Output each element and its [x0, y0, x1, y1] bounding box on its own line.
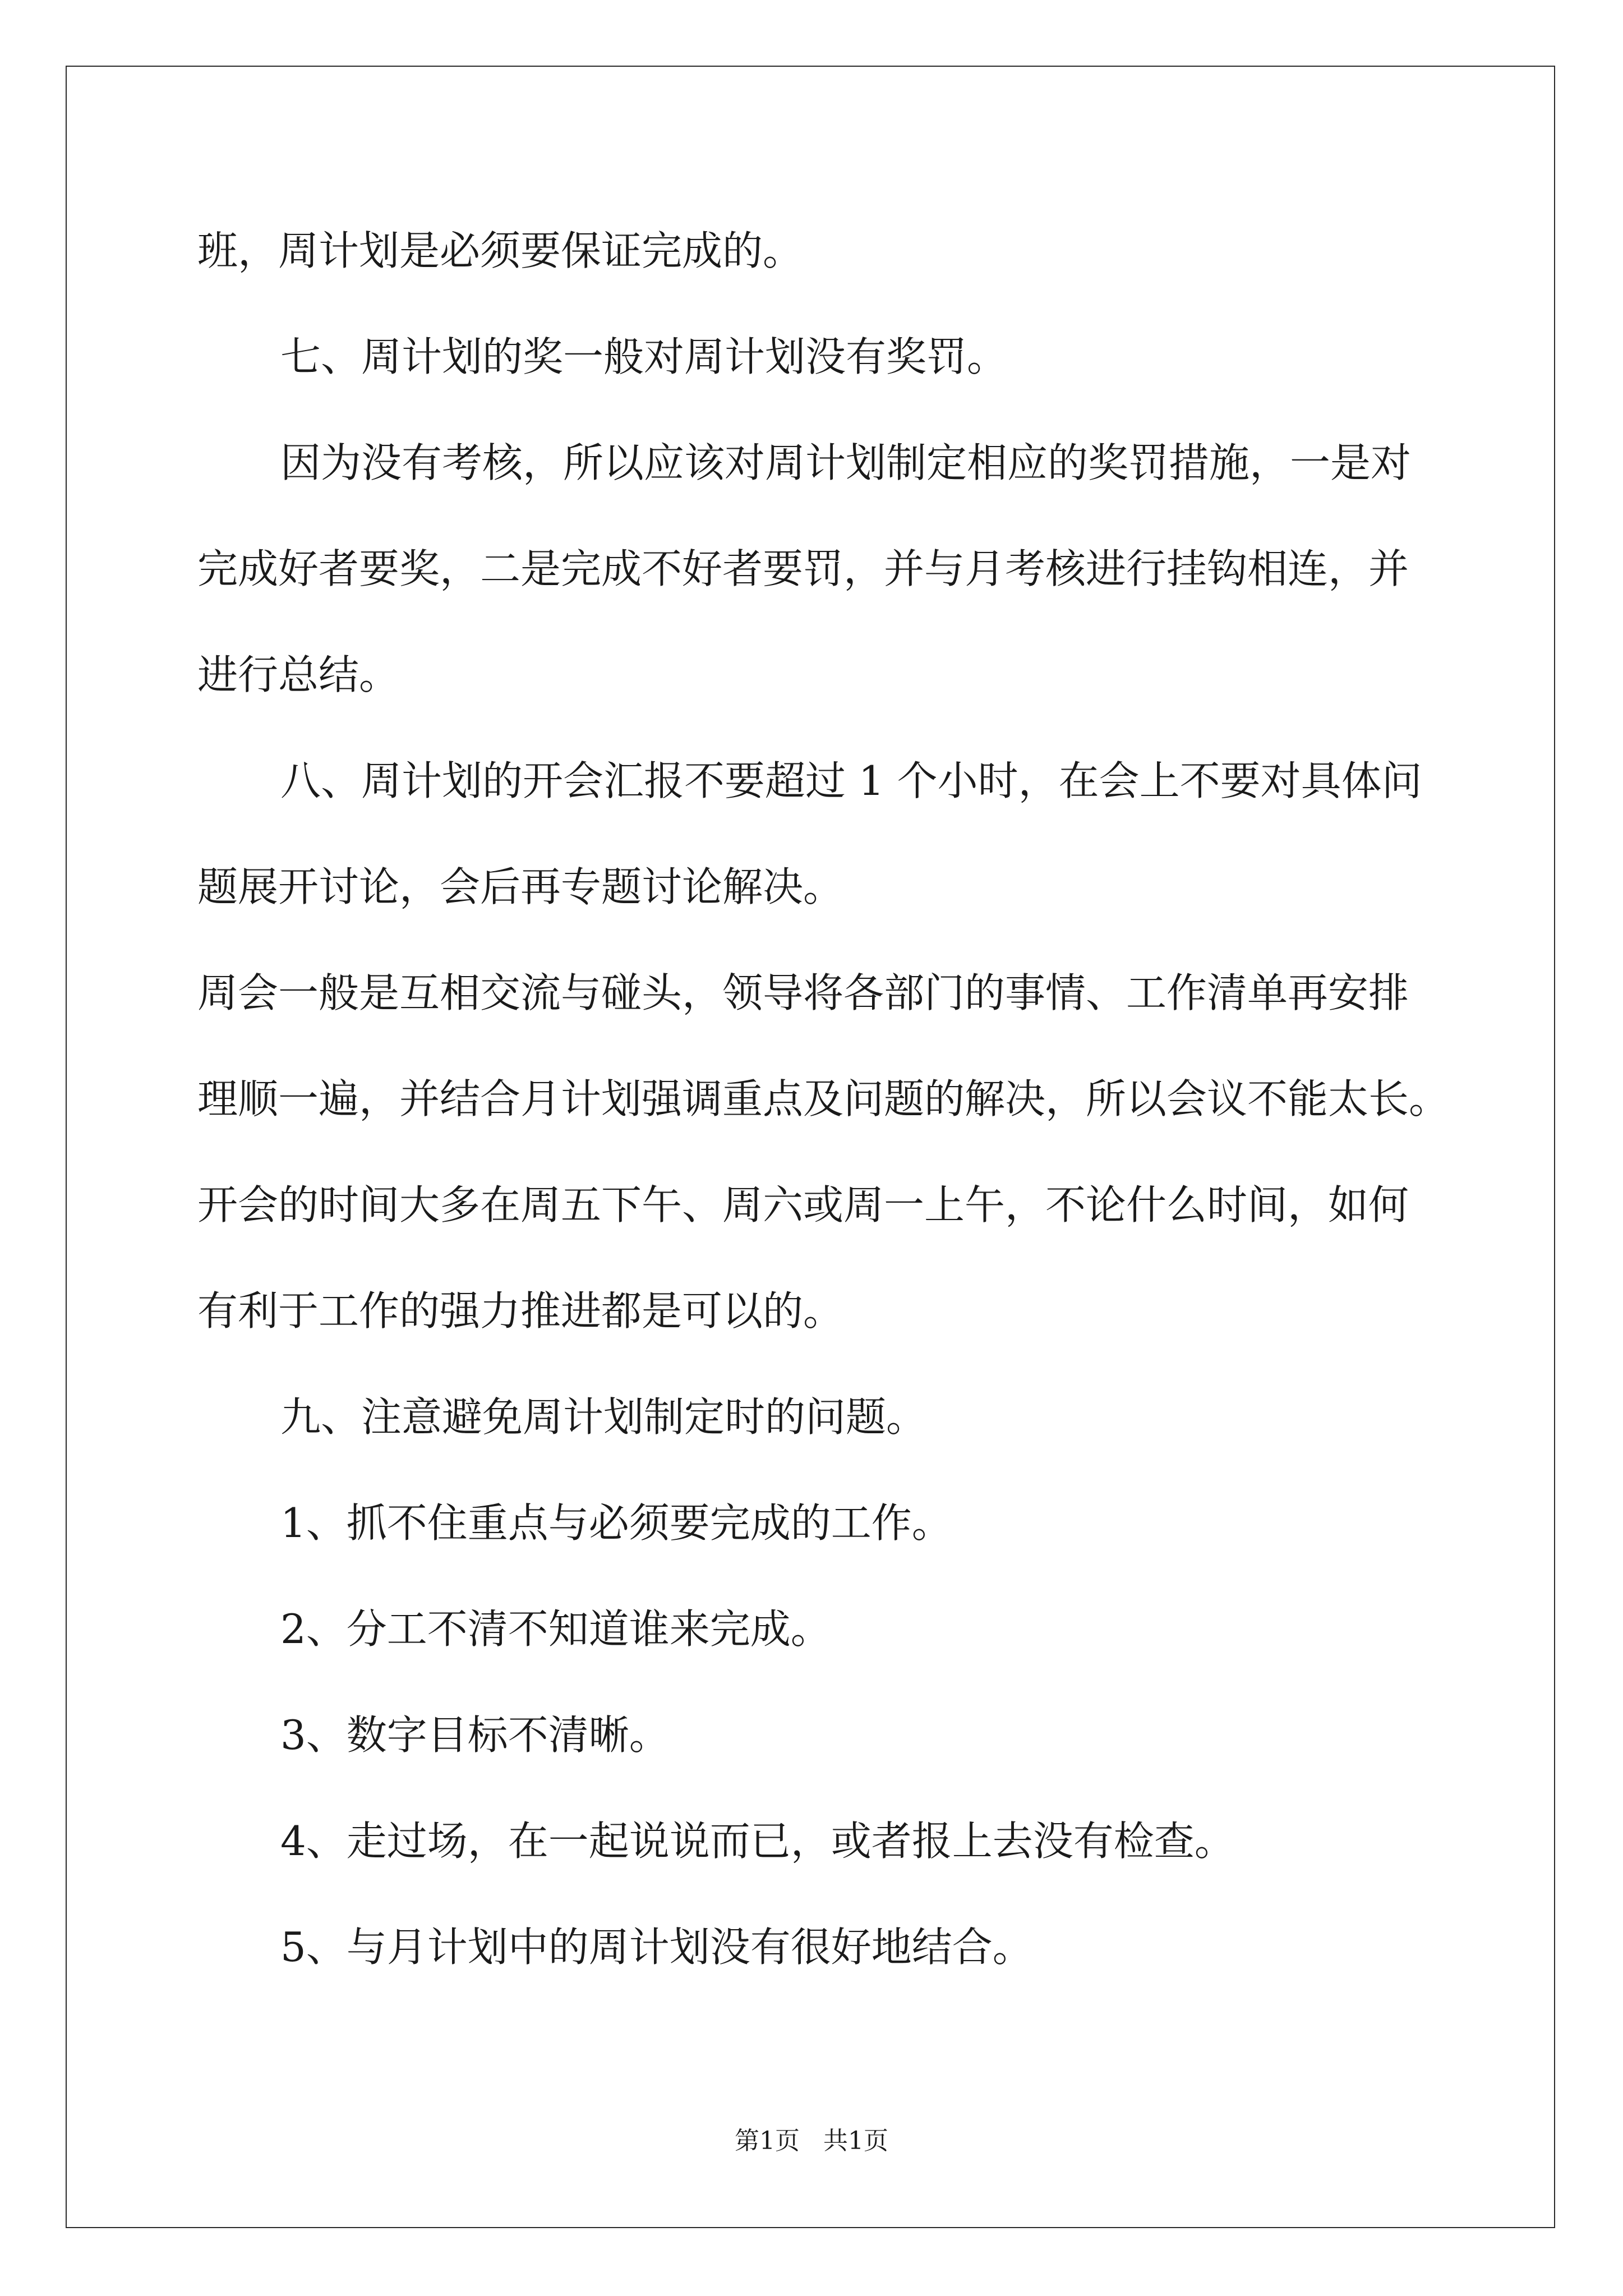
text-line: 理顺一遍，并结合月计划强调重点及问题的解决，所以会议不能太长。 [197, 1075, 1450, 1122]
paragraph-section-9 [197, 1364, 1532, 1470]
list-item [197, 1894, 1532, 2000]
text-line: 2、分工不清不知道谁来完成。 [280, 1605, 831, 1653]
text-line: 班，周计划是必须要保证完成的。 [197, 227, 804, 274]
paragraph [197, 198, 1532, 304]
text-line: 3、数字目标不清晰。 [280, 1711, 670, 1759]
text-line: 题展开讨论，会后再专题讨论解决。 [197, 863, 844, 910]
text-line: 因为没有考核，所以应该对周计划制定相应的奖罚措施，一是对 [280, 439, 1412, 486]
list-item [197, 1788, 1532, 1894]
page-number-footer: 第1页 共1页 [735, 2127, 888, 2155]
paragraph [197, 940, 1532, 1152]
text-line: 1、抓不住重点与必须要完成的工作。 [280, 1499, 952, 1547]
text-line: 有利于工作的强力推进都是可以的。 [197, 1287, 844, 1335]
paragraph-section-8 [197, 728, 1532, 940]
list-item [197, 1682, 1532, 1788]
document-body [197, 198, 1532, 2000]
text-line: 完成好者要奖，二是完成不好者要罚，并与月考核进行挂钩相连，并 [197, 545, 1409, 592]
paragraph [197, 1152, 1532, 1364]
list-item [197, 1470, 1532, 1576]
list-item [197, 1576, 1532, 1682]
text-line: 周会一般是互相交流与碰头，领导将各部门的事情、工作清单再安排 [197, 969, 1409, 1016]
paragraph-section-7 [197, 304, 1532, 410]
text-line: 七、周计划的奖一般对周计划没有奖罚。 [280, 333, 1008, 380]
text-line: 开会的时间大多在周五下午、周六或周一上午，不论什么时间，如何 [197, 1181, 1409, 1228]
text-line: 八、周计划的开会汇报不要超过 1 个小时，在会上不要对具体问 [280, 757, 1422, 804]
text-line: 九、注意避免周计划制定时的问题。 [280, 1393, 927, 1441]
text-line: 5、与月计划中的周计划没有很好地结合。 [280, 1924, 1033, 1971]
text-line: 4、走过场，在一起说说而已，或者报上去没有检查。 [280, 1818, 1235, 1865]
text-line: 进行总结。 [197, 651, 400, 698]
paragraph [197, 410, 1532, 728]
